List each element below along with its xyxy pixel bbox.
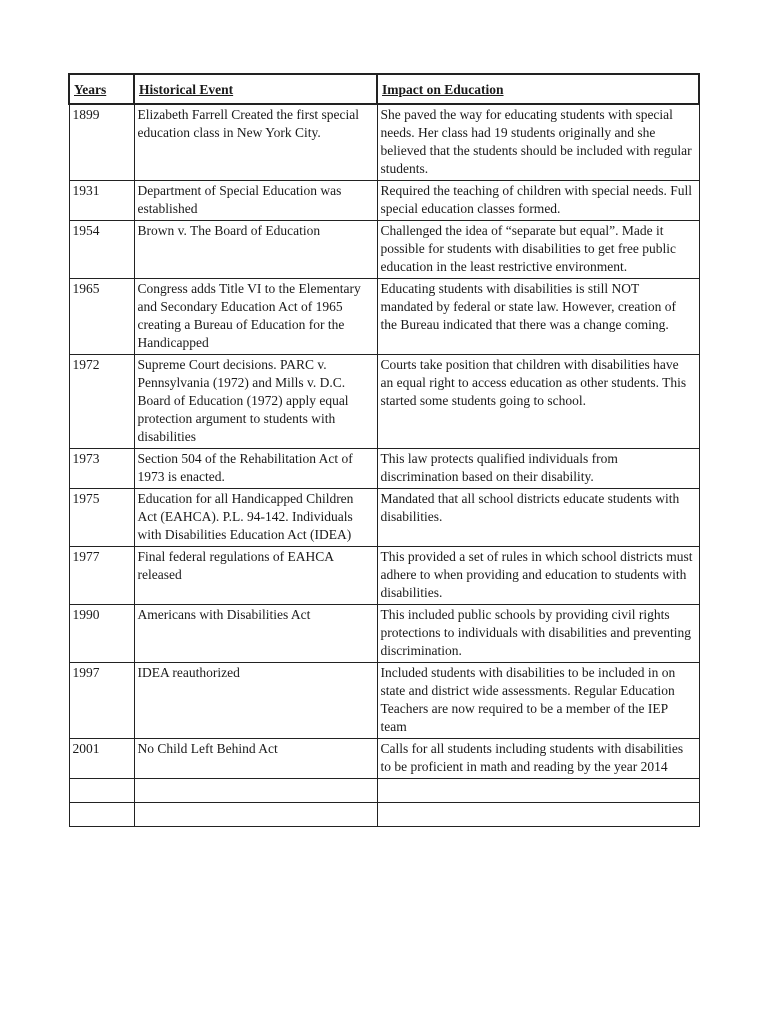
table-row [69,221,699,279]
year-cell: 1973 [69,449,134,489]
header-historical-event: Historical Event [134,74,377,104]
year-cell: 1990 [69,605,134,663]
impact-cell: This included public schools by providing civil rights protections to individuals with disabilities and preventing discrimination. [377,605,699,663]
table-row [69,279,699,355]
year-cell: 1977 [69,547,134,605]
header-row [69,74,699,104]
year-cell: 2001 [69,739,134,779]
table-row [69,663,699,739]
table-row [69,803,699,827]
impact-cell: This law protects qualified individuals from discrimination based on their disability. [377,449,699,489]
table-row [69,605,699,663]
impact-cell: She paved the way for educating students with special needs. Her class had 19 students originally and she believed that the students should be included with regular students. [377,104,699,181]
impact-cell: Educating students with disabilities is still NOT mandated by federal or state law. However, creation of the Bureau indicated that there was a change coming. [377,279,699,355]
table-row [69,547,699,605]
event-cell: Brown v. The Board of Education [134,221,377,279]
year-cell: 1972 [69,355,134,449]
table-row [69,104,699,181]
event-cell: Final federal regulations of EAHCA released [134,547,377,605]
event-cell: No Child Left Behind Act [134,739,377,779]
event-cell [134,803,377,827]
special-education-timeline-table [68,73,700,827]
header-impact-on-education: Impact on Education [377,74,699,104]
event-cell: Elizabeth Farrell Created the first special education class in New York City. [134,104,377,181]
impact-cell: Required the teaching of children with special needs. Full special education classes formed. [377,181,699,221]
year-cell: 1899 [69,104,134,181]
year-cell [69,779,134,803]
impact-cell: Courts take position that children with disabilities have an equal right to access education as other students. This started some students going to school. [377,355,699,449]
year-cell: 1965 [69,279,134,355]
table-header [69,74,699,104]
impact-cell: Calls for all students including students with disabilities to be proficient in math and reading by the year 2014 [377,739,699,779]
event-cell: Department of Special Education was established [134,181,377,221]
table-row [69,449,699,489]
year-cell [69,803,134,827]
year-cell: 1954 [69,221,134,279]
table-row [69,489,699,547]
event-cell: IDEA reauthorized [134,663,377,739]
event-cell: Americans with Disabilities Act [134,605,377,663]
year-cell: 1931 [69,181,134,221]
impact-cell [377,803,699,827]
event-cell [134,779,377,803]
event-cell: Section 504 of the Rehabilitation Act of 1973 is enacted. [134,449,377,489]
impact-cell: This provided a set of rules in which school districts must adhere to when providing and education to students with disabilities. [377,547,699,605]
table-row [69,355,699,449]
table-row [69,739,699,779]
table-body [69,104,699,827]
impact-cell: Included students with disabilities to be included in on state and district wide assessments. Regular Education Teachers are now required to be a member of the IEP team [377,663,699,739]
table-row [69,181,699,221]
header-years: Years [69,74,134,104]
year-cell: 1997 [69,663,134,739]
impact-cell: Mandated that all school districts educate students with disabilities. [377,489,699,547]
impact-cell: Challenged the idea of “separate but equal”. Made it possible for students with disabilities to get free public education in the least restrictive environment. [377,221,699,279]
table-row [69,779,699,803]
impact-cell [377,779,699,803]
event-cell: Congress adds Title VI to the Elementary and Secondary Education Act of 1965 creating a Bureau of Education for the Handicapped [134,279,377,355]
event-cell: Education for all Handicapped Children Act (EAHCA). P.L. 94-142. Individuals with Disabilities Education Act (IDEA) [134,489,377,547]
event-cell: Supreme Court decisions. PARC v. Pennsylvania (1972) and Mills v. D.C. Board of Education (1972) apply equal protection argument to students with disabilities [134,355,377,449]
year-cell: 1975 [69,489,134,547]
